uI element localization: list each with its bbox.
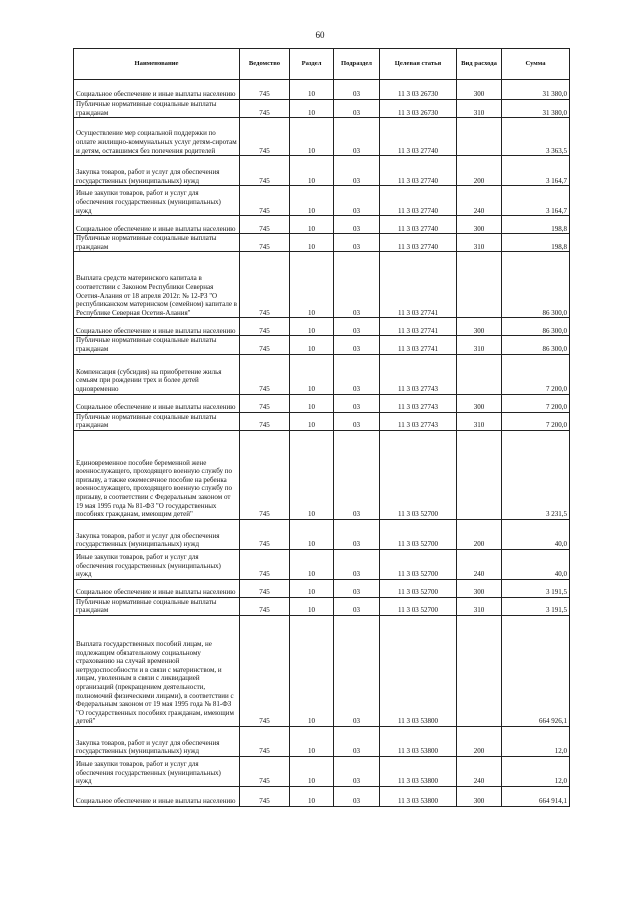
cell-target: 11 3 03 52700	[380, 430, 457, 519]
column-header-section: Раздел	[290, 49, 334, 80]
cell-department: 745	[240, 579, 290, 597]
cell-target: 11 3 03 53800	[380, 615, 457, 726]
cell-sum: 31 380,0	[502, 80, 570, 100]
cell-section: 10	[290, 252, 334, 318]
cell-expense-type: 240	[457, 186, 502, 216]
cell-subsection: 03	[334, 318, 380, 336]
cell-expense-type	[457, 252, 502, 318]
cell-subsection: 03	[334, 100, 380, 118]
cell-sum: 3 164,7	[502, 186, 570, 216]
cell-sum: 31 380,0	[502, 100, 570, 118]
cell-expense-type: 300	[457, 80, 502, 100]
table-row	[74, 216, 570, 234]
cell-subsection: 03	[334, 786, 380, 806]
table-row	[74, 186, 570, 216]
cell-section: 10	[290, 100, 334, 118]
cell-department: 745	[240, 786, 290, 806]
cell-expense-type: 300	[457, 318, 502, 336]
cell-name: Выплата средств материнского капитала в соответствии с Законом Республики Северная Осетия-Алания от 18 апреля 2012г. № 12-РЗ "О республиканском материнском (семейном) капитале в Республике Северная Осетия-Алания"	[74, 252, 240, 318]
cell-sum: 7 200,0	[502, 412, 570, 430]
column-header-target: Целевая статья	[380, 49, 457, 80]
cell-department: 745	[240, 615, 290, 726]
cell-section: 10	[290, 234, 334, 252]
cell-department: 745	[240, 156, 290, 186]
cell-subsection: 03	[334, 519, 380, 549]
table-row	[74, 756, 570, 786]
cell-name: Социальное обеспечение и иные выплаты населению	[74, 394, 240, 412]
cell-subsection: 03	[334, 549, 380, 579]
cell-section: 10	[290, 519, 334, 549]
cell-subsection: 03	[334, 156, 380, 186]
cell-expense-type: 310	[457, 597, 502, 615]
cell-section: 10	[290, 597, 334, 615]
table-row	[74, 519, 570, 549]
column-header-sum: Сумма	[502, 49, 570, 80]
cell-expense-type: 200	[457, 726, 502, 756]
cell-subsection: 03	[334, 354, 380, 394]
cell-name: Закупка товаров, работ и услуг для обеспечения государственных (муниципальных) нужд	[74, 519, 240, 549]
cell-department: 745	[240, 394, 290, 412]
cell-department: 745	[240, 186, 290, 216]
cell-subsection: 03	[334, 118, 380, 156]
column-header-expense-type: Вид расхода	[457, 49, 502, 80]
cell-department: 745	[240, 597, 290, 615]
cell-name: Публичные нормативные социальные выплаты гражданам	[74, 597, 240, 615]
cell-sum: 12,0	[502, 726, 570, 756]
table-row	[74, 412, 570, 430]
cell-target: 11 3 03 27740	[380, 156, 457, 186]
cell-sum: 3 191,5	[502, 579, 570, 597]
cell-section: 10	[290, 615, 334, 726]
cell-sum: 40,0	[502, 549, 570, 579]
cell-department: 745	[240, 726, 290, 756]
cell-subsection: 03	[334, 756, 380, 786]
cell-expense-type: 310	[457, 100, 502, 118]
cell-target: 11 3 03 53800	[380, 756, 457, 786]
cell-subsection: 03	[334, 234, 380, 252]
cell-department: 745	[240, 519, 290, 549]
cell-expense-type: 240	[457, 756, 502, 786]
cell-target: 11 3 03 52700	[380, 519, 457, 549]
cell-sum: 86 300,0	[502, 318, 570, 336]
table-row	[74, 234, 570, 252]
cell-department: 745	[240, 549, 290, 579]
cell-section: 10	[290, 726, 334, 756]
cell-sum: 7 200,0	[502, 354, 570, 394]
cell-sum: 86 300,0	[502, 252, 570, 318]
cell-section: 10	[290, 579, 334, 597]
cell-name: Публичные нормативные социальные выплаты гражданам	[74, 412, 240, 430]
cell-subsection: 03	[334, 579, 380, 597]
cell-sum: 3 231,5	[502, 430, 570, 519]
cell-name: Публичные нормативные социальные выплаты гражданам	[74, 100, 240, 118]
cell-department: 745	[240, 336, 290, 354]
cell-subsection: 03	[334, 726, 380, 756]
cell-subsection: 03	[334, 252, 380, 318]
cell-department: 745	[240, 118, 290, 156]
cell-target: 11 3 03 53800	[380, 726, 457, 756]
cell-name: Выплата государственных пособий лицам, не подлежащим обязательному социальному страхованию на случай временной нетрудоспособности и в связи с материнством, и лицам, уволенным в связи с ликвидацией организаций (прекращением деятельности, полномочий физическими лицами), в соответствии с Федеральным законом от 19 мая 1995 года № 81-ФЗ "О государственных пособиях гражданам, имеющим детей"	[74, 615, 240, 726]
table-row	[74, 579, 570, 597]
cell-department: 745	[240, 318, 290, 336]
cell-subsection: 03	[334, 80, 380, 100]
cell-department: 745	[240, 354, 290, 394]
cell-name: Социальное обеспечение и иные выплаты населению	[74, 786, 240, 806]
cell-section: 10	[290, 186, 334, 216]
cell-section: 10	[290, 354, 334, 394]
cell-name: Иные закупки товаров, работ и услуг для обеспечения государственных (муниципальных) нужд	[74, 756, 240, 786]
cell-target: 11 3 03 27740	[380, 216, 457, 234]
cell-sum: 198,8	[502, 234, 570, 252]
cell-target: 11 3 03 27743	[380, 394, 457, 412]
cell-expense-type: 300	[457, 394, 502, 412]
cell-sum: 664 914,1	[502, 786, 570, 806]
cell-subsection: 03	[334, 394, 380, 412]
table-row	[74, 549, 570, 579]
cell-section: 10	[290, 216, 334, 234]
cell-expense-type: 310	[457, 336, 502, 354]
cell-target: 11 3 03 52700	[380, 549, 457, 579]
cell-sum: 86 300,0	[502, 336, 570, 354]
table-row	[74, 118, 570, 156]
column-header-name: Наименование	[74, 49, 240, 80]
table-row	[74, 336, 570, 354]
cell-name: Социальное обеспечение и иные выплаты населению	[74, 318, 240, 336]
cell-target: 11 3 03 53800	[380, 786, 457, 806]
cell-name: Иные закупки товаров, работ и услуг для обеспечения государственных (муниципальных) нужд	[74, 186, 240, 216]
table-row	[74, 80, 570, 100]
cell-name: Компенсация (субсидия) на приобретение жилья семьям при рождении трех и более детей одновременно	[74, 354, 240, 394]
cell-target: 11 3 03 27740	[380, 186, 457, 216]
header-row	[74, 49, 570, 80]
cell-expense-type: 310	[457, 234, 502, 252]
cell-name: Социальное обеспечение и иные выплаты населению	[74, 579, 240, 597]
table-row	[74, 100, 570, 118]
cell-expense-type: 300	[457, 786, 502, 806]
cell-name: Закупка товаров, работ и услуг для обеспечения государственных (муниципальных) нужд	[74, 726, 240, 756]
cell-target: 11 3 03 27740	[380, 234, 457, 252]
cell-subsection: 03	[334, 615, 380, 726]
cell-expense-type: 240	[457, 549, 502, 579]
table-row	[74, 615, 570, 726]
table-row	[74, 786, 570, 806]
cell-section: 10	[290, 549, 334, 579]
cell-target: 11 3 03 27741	[380, 252, 457, 318]
cell-subsection: 03	[334, 336, 380, 354]
cell-department: 745	[240, 412, 290, 430]
table-row	[74, 354, 570, 394]
table-row	[74, 156, 570, 186]
cell-department: 745	[240, 756, 290, 786]
cell-expense-type	[457, 118, 502, 156]
cell-expense-type	[457, 615, 502, 726]
cell-name: Социальное обеспечение и иные выплаты населению	[74, 80, 240, 100]
cell-expense-type: 200	[457, 156, 502, 186]
column-header-department: Ведомство	[240, 49, 290, 80]
table-row	[74, 726, 570, 756]
cell-subsection: 03	[334, 216, 380, 234]
cell-sum: 198,8	[502, 216, 570, 234]
cell-section: 10	[290, 756, 334, 786]
page-number: 60	[315, 30, 325, 40]
cell-department: 745	[240, 430, 290, 519]
cell-expense-type: 300	[457, 579, 502, 597]
cell-target: 11 3 03 27743	[380, 354, 457, 394]
column-header-subsection: Подраздел	[334, 49, 380, 80]
cell-target: 11 3 03 52700	[380, 597, 457, 615]
cell-target: 11 3 03 26730	[380, 80, 457, 100]
table-body	[74, 80, 570, 807]
table-row	[74, 430, 570, 519]
cell-expense-type: 200	[457, 519, 502, 549]
cell-section: 10	[290, 336, 334, 354]
cell-name: Публичные нормативные социальные выплаты гражданам	[74, 336, 240, 354]
cell-expense-type	[457, 430, 502, 519]
cell-subsection: 03	[334, 430, 380, 519]
cell-sum: 7 200,0	[502, 394, 570, 412]
cell-target: 11 3 03 27743	[380, 412, 457, 430]
cell-name: Осуществление мер социальной поддержки по оплате жилищно-коммунальных услуг детям-сиротам и детям, оставшимся без попечения родителей	[74, 118, 240, 156]
cell-sum: 40,0	[502, 519, 570, 549]
cell-expense-type: 300	[457, 216, 502, 234]
table-row	[74, 318, 570, 336]
cell-department: 745	[240, 234, 290, 252]
cell-expense-type	[457, 354, 502, 394]
cell-section: 10	[290, 118, 334, 156]
cell-name: Иные закупки товаров, работ и услуг для обеспечения государственных (муниципальных) нужд	[74, 549, 240, 579]
cell-section: 10	[290, 394, 334, 412]
cell-section: 10	[290, 412, 334, 430]
cell-name: Социальное обеспечение и иные выплаты населению	[74, 216, 240, 234]
table-row	[74, 597, 570, 615]
cell-target: 11 3 03 26730	[380, 100, 457, 118]
cell-sum: 3 363,5	[502, 118, 570, 156]
cell-department: 745	[240, 80, 290, 100]
cell-expense-type: 310	[457, 412, 502, 430]
cell-target: 11 3 03 27741	[380, 336, 457, 354]
cell-subsection: 03	[334, 597, 380, 615]
cell-sum: 664 926,1	[502, 615, 570, 726]
cell-name: Единовременное пособие беременной жене военнослужащего, проходящего военную службу по призыву, а также ежемесячное пособие на ребенка военнослужащего, проходящего военную службу по призыву, в соответствии с Федеральным законом от 19 мая 1995 года № 81-ФЗ "О государственных пособиях гражданам, имеющим детей"	[74, 430, 240, 519]
cell-section: 10	[290, 156, 334, 186]
table-row	[74, 252, 570, 318]
cell-target: 11 3 03 52700	[380, 579, 457, 597]
cell-section: 10	[290, 318, 334, 336]
cell-target: 11 3 03 27740	[380, 118, 457, 156]
cell-sum: 12,0	[502, 756, 570, 786]
cell-sum: 3 164,7	[502, 156, 570, 186]
cell-name: Закупка товаров, работ и услуг для обеспечения государственных (муниципальных) нужд	[74, 156, 240, 186]
cell-subsection: 03	[334, 186, 380, 216]
cell-name: Публичные нормативные социальные выплаты гражданам	[74, 234, 240, 252]
cell-sum: 3 191,5	[502, 597, 570, 615]
table-row	[74, 394, 570, 412]
budget-table	[73, 48, 570, 807]
cell-section: 10	[290, 80, 334, 100]
cell-section: 10	[290, 786, 334, 806]
cell-department: 745	[240, 216, 290, 234]
cell-target: 11 3 03 27741	[380, 318, 457, 336]
cell-subsection: 03	[334, 412, 380, 430]
cell-section: 10	[290, 430, 334, 519]
cell-department: 745	[240, 100, 290, 118]
cell-department: 745	[240, 252, 290, 318]
